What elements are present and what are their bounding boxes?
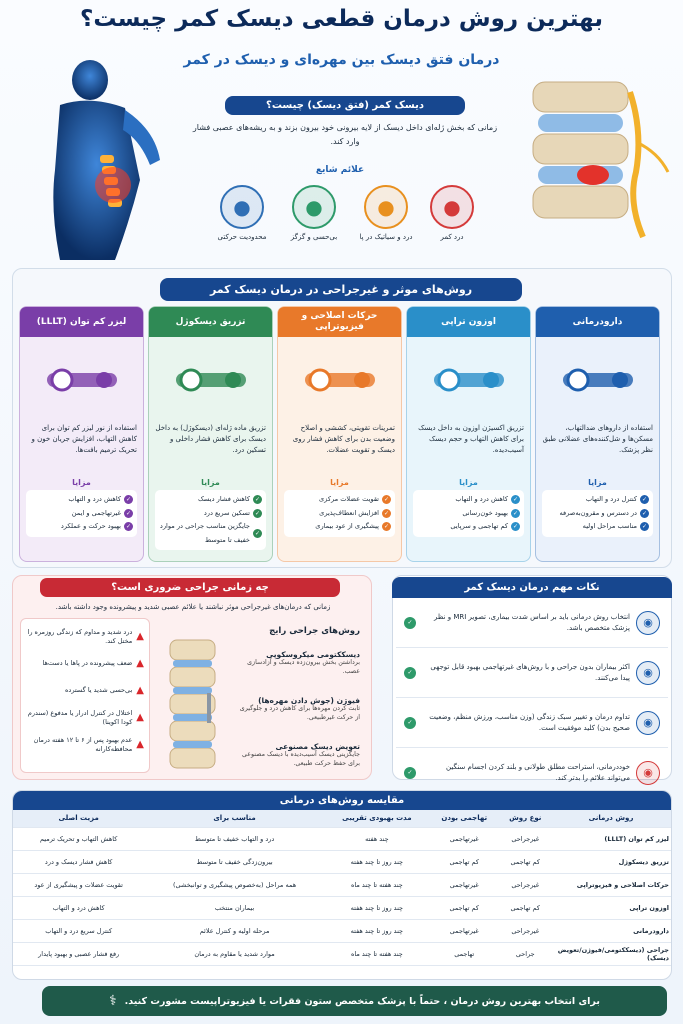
tip-item: ◉ خوددرمانی، استراحت مطلق طولانی و بلند کردن اجسام سنگین می‌تواند علائم را بدتر کند. ✓ <box>396 748 668 798</box>
method-card <box>277 306 402 562</box>
benefit-item: ✓ کنترل درد و التهاب <box>585 495 648 504</box>
table-cell: چند روز تا چند هفته <box>325 919 429 942</box>
warning-item: ▲ ضعف پیشرونده در پاها یا دست‌ها <box>42 658 144 669</box>
check-icon: ✓ <box>404 617 416 629</box>
symptom-label: درد کمر <box>440 233 464 241</box>
spine-surgery-illustration <box>155 635 235 775</box>
method-illustration <box>536 337 659 423</box>
table-cell: غیرجراحی <box>500 827 551 850</box>
patient-icon: ◉ <box>636 661 660 685</box>
table-cell: جراحی (دیسککتومی/فیوژن/تعویض دیسک) <box>551 942 671 965</box>
table-cell: چند روز تا چند هفته <box>325 850 429 873</box>
benefit-item: ✓ کاهش درد و التهاب <box>68 495 132 504</box>
benefits-list <box>413 490 524 537</box>
check-icon: ✓ <box>254 509 261 517</box>
warning-icon: ▲ <box>136 685 144 696</box>
symptom-label: بی‌حسی و گزگز <box>290 233 338 241</box>
method-card <box>148 306 273 562</box>
check-icon: ✓ <box>383 496 390 504</box>
surgery-procedure <box>235 742 360 769</box>
surgery-heading: چه زمانی جراحی ضروری است؟ <box>40 578 340 597</box>
symptom-item <box>356 185 416 243</box>
table-row <box>13 850 671 873</box>
benefit-item: ✓ مناسب مراحل اولیه <box>582 522 648 531</box>
table-cell: اوزون تراپی <box>551 896 671 919</box>
stethoscope-icon: ⚕ <box>109 993 117 1009</box>
stiff-back-icon: ● <box>220 185 264 229</box>
warnings-box <box>20 618 150 773</box>
procedure-name: دیسککتومی میکروسکوپی <box>266 650 360 659</box>
disc-herniation-illustration <box>518 72 678 242</box>
mri-icon: ◉ <box>636 611 660 635</box>
column-header: روش درمانی <box>551 810 671 827</box>
leg-pain-icon: ● <box>364 185 408 229</box>
check-icon: ✓ <box>125 496 132 504</box>
table-cell: غیرتهاجمی <box>429 919 500 942</box>
forbidden-icon: ◉ <box>636 761 660 785</box>
column-header: مزیت اصلی <box>13 810 144 827</box>
warning-icon: ▲ <box>136 658 144 669</box>
check-icon: ✓ <box>404 767 416 779</box>
surgery-procedure <box>235 650 360 677</box>
benefit-item: ✓ تقویت عضلات مرکزی <box>319 495 390 504</box>
benefit-item: ✓ تسکین سریع درد <box>203 508 261 517</box>
table-cell: غیرتهاجمی <box>429 827 500 850</box>
method-title: اوزون تراپی <box>407 307 530 337</box>
symptom-item <box>212 185 272 243</box>
method-illustration <box>20 337 143 423</box>
benefit-item: ✓ غیرتهاجمی و ایمن <box>71 508 132 517</box>
what-is-heading: دیسک کمر (فتق دیسک) چیست؟ <box>225 96 465 115</box>
table-cell: کم تهاجمی <box>429 896 500 919</box>
procedure-name: تعویض دیسک مصنوعی <box>275 742 360 751</box>
check-icon: ✓ <box>641 496 648 504</box>
table-cell: غیرجراحی <box>500 919 551 942</box>
benefit-item: ✓ بهبود خون‌رسانی <box>462 508 519 517</box>
procedure-name: فیوژن (جوش دادن مهره‌ها) <box>258 696 360 705</box>
procedure-desc: ثابت کردن مهره‌ها برای کاهش درد و جلوگیری از حرکت غیرطبیعی. <box>239 705 360 721</box>
warning-icon: ▲ <box>136 712 144 723</box>
check-icon: ✓ <box>512 523 519 531</box>
method-card <box>406 306 531 562</box>
table-cell: کاهش درد و التهاب <box>13 896 144 919</box>
benefit-item: ✓ کاهش فشار دیسک <box>197 495 261 504</box>
table-cell: غیرتهاجمی <box>429 873 500 896</box>
method-title: لیزر کم توان (LLLT) <box>20 307 143 337</box>
method-card <box>535 306 660 562</box>
method-description: تمرینات تقویتی، کششی و اصلاح وضعیت بدن برای کاهش فشار روی دیسک و تقویت عضلات. <box>292 424 395 454</box>
symptom-item <box>422 185 482 243</box>
check-icon: ✓ <box>383 523 390 531</box>
table-row <box>13 827 671 850</box>
check-icon: ✓ <box>512 509 519 517</box>
numb-leg-icon: ● <box>292 185 336 229</box>
check-icon: ✓ <box>125 523 132 531</box>
table-cell: همه مراحل (به‌خصوص پیشگیری و توانبخشی) <box>144 873 324 896</box>
benefit-item: ✓ کاهش درد و التهاب <box>455 495 519 504</box>
check-icon: ✓ <box>383 509 390 517</box>
benefits-label: مزایا <box>72 478 91 487</box>
warning-item: ▲ اختلال در کنترل ادرار یا مدفوع (سندرم کودا اکوینا) <box>27 709 144 726</box>
method-description: استفاده از نور لیزر کم توان برای کاهش التهاب، افزایش جریان خون و تحریک ترمیم بافت‌ها. <box>31 424 137 454</box>
column-header: نوع روش <box>500 810 551 827</box>
warning-item: ▲ درد شدید و مداوم که زندگی روزمره را مختل کند. <box>27 628 144 645</box>
table-cell: درد و التهاب خفیف تا متوسط <box>144 827 324 850</box>
method-title: حرکات اصلاحی و فیزیوتراپی <box>278 307 401 337</box>
table-cell: غیرجراحی <box>500 873 551 896</box>
footer-text: برای انتخاب بهترین روش درمان ، حتماً با پزشک متخصص ستون فقرات یا فیزیوتراپیست مشورت کنید. <box>124 995 600 1007</box>
footer-banner <box>42 986 667 1016</box>
table-row <box>13 919 671 942</box>
column-header: مناسب برای <box>144 810 324 827</box>
benefits-list <box>26 490 137 537</box>
symptom-item <box>284 185 344 243</box>
check-icon: ✓ <box>125 509 132 517</box>
table-cell: موارد شدید یا مقاوم به درمان <box>144 942 324 965</box>
warning-icon: ▲ <box>136 631 144 642</box>
procedure-desc: جایگزینی دیسک آسیب‌دیده با دیسک مصنوعی برای حفظ حرکت طبیعی. <box>242 751 360 767</box>
check-icon: ✓ <box>641 523 648 531</box>
table-cell: چند روز تا چند هفته <box>325 896 429 919</box>
table-cell: لیزر کم توان (LLLT) <box>551 827 671 850</box>
compare-table <box>13 810 671 966</box>
column-header: تهاجمی بودن <box>429 810 500 827</box>
table-cell: تزریق دیسکوژل <box>551 850 671 873</box>
tip-item: ◉ تداوم درمان و تغییر سبک زندگی (وزن مناسب، ورزش منظم، وضعیت صحیح بدن) کلید موفقیت است. ✓ <box>396 698 668 748</box>
table-cell: تقویت عضلات و پیشگیری از عود <box>13 873 144 896</box>
benefit-item: ✓ کم تهاجمی و سرپایی <box>450 522 519 531</box>
page-title: بهترین روش درمان قطعی دیسک کمر چیست؟ <box>80 6 603 32</box>
table-cell: تهاجمی <box>429 942 500 965</box>
page-subtitle: درمان فتق دیسک بین مهره‌ای و دیسک در کمر <box>183 52 500 68</box>
compare-panel <box>12 790 672 980</box>
check-icon: ✓ <box>254 530 261 538</box>
symptoms-section <box>200 165 480 265</box>
method-illustration <box>407 337 530 423</box>
benefit-item: ✓ افزایش انعطاف‌پذیری <box>319 508 390 517</box>
surgery-procedure <box>235 696 360 723</box>
check-icon: ✓ <box>512 496 519 504</box>
what-is-text: زمانی که بخش ژله‌ای داخل دیسک از لایه بیرونی خود بیرون بزند و به ریشه‌های عصبی فشار وارد کند. <box>192 123 498 146</box>
benefit-item: ✓ بهبود حرکت و عملکرد <box>60 522 132 531</box>
table-cell: کم تهاجمی <box>500 850 551 873</box>
method-description: تزریق ماده ژله‌ای (دیسکوژل) به داخل دیسک برای کاهش فشار داخلی و تسکین درد. <box>155 424 266 454</box>
benefits-label: مزایا <box>459 478 478 487</box>
benefit-item: ✓ پیشگیری از عود بیماری <box>315 522 390 531</box>
table-cell: دارودرمانی <box>551 919 671 942</box>
benefits-list <box>155 490 266 550</box>
warning-item: ▲ بی‌حسی شدید یا گسترده <box>65 685 144 696</box>
table-cell: حرکات اصلاحی و فیزیوتراپی <box>551 873 671 896</box>
benefits-label: مزایا <box>330 478 349 487</box>
benefits-list <box>284 490 395 537</box>
table-cell: بیماران منتخب <box>144 896 324 919</box>
table-cell: مرحله اولیه و کنترل علائم <box>144 919 324 942</box>
table-cell: کم تهاجمی <box>500 896 551 919</box>
method-card <box>19 306 144 562</box>
table-cell: چند هفته تا چند ماه <box>325 942 429 965</box>
table-cell: چند هفته تا چند ماه <box>325 873 429 896</box>
method-title: دارودرمانی <box>536 307 659 337</box>
table-row <box>13 873 671 896</box>
method-title: تزریق دیسکوژل <box>149 307 272 337</box>
procedure-desc: برداشتن بخش بیرون‌زده دیسک و آزادسازی عصب. <box>247 659 360 675</box>
surgery-intro: زمانی که درمان‌های غیرجراحی موثر نباشند یا علائم عصبی شدید و پیشرونده وجود داشته باشد. <box>55 603 331 611</box>
tip-item: ◉ انتخاب روش درمانی باید بر اساس شدت بیماری، تصویر MRI و نظر پزشک متخصص باشد. ✓ <box>396 598 668 648</box>
symptom-label: محدودیت حرکتی <box>217 233 267 241</box>
dumbbell-icon: ◉ <box>636 711 660 735</box>
table-cell: جراحی <box>500 942 551 965</box>
table-cell: کاهش فشار دیسک و درد <box>13 850 144 873</box>
symptom-label: درد و سیاتیک در پا <box>359 233 413 241</box>
method-description: تزریق اکسیژن اوزون به داخل دیسک برای کاهش التهاب و حجم دیسک آسیب‌دیده. <box>418 424 524 454</box>
table-cell: کم تهاجمی <box>429 850 500 873</box>
check-icon: ✓ <box>404 717 416 729</box>
table-row <box>13 942 671 965</box>
check-icon: ✓ <box>404 667 416 679</box>
symptoms-heading: علائم شایع <box>315 165 365 175</box>
method-illustration <box>278 337 401 423</box>
benefits-list <box>542 490 653 537</box>
benefits-label: مزایا <box>201 478 220 487</box>
back-pain-illustration <box>20 60 180 260</box>
benefit-item: ✓ جایگزین مناسب جراحی در موارد خفیف تا متوسط <box>159 522 261 544</box>
benefits-label: مزایا <box>588 478 607 487</box>
table-cell: کنترل سریع درد و التهاب <box>13 919 144 942</box>
compare-heading: مقایسه روش‌های درمانی <box>13 791 671 810</box>
surgery-common-heading: روش‌های جراحی رایج <box>269 626 360 636</box>
method-illustration <box>149 337 272 423</box>
table-cell: بیرون‌زدگی خفیف تا متوسط <box>144 850 324 873</box>
check-icon: ✓ <box>254 496 261 504</box>
warning-icon: ▲ <box>136 739 144 750</box>
table-cell: رفع فشار عصبی و بهبود پایدار <box>13 942 144 965</box>
column-header: مدت بهبودی تقریبی <box>325 810 429 827</box>
table-cell: کاهش التهاب و تحریک ترمیم <box>13 827 144 850</box>
tips-heading: نکات مهم درمان دیسک کمر <box>392 577 672 598</box>
benefit-item: ✓ در دسترس و مقرون‌به‌صرفه <box>559 508 648 517</box>
back-pain-icon: ● <box>430 185 474 229</box>
warning-item: ▲ عدم بهبود پس از ۶ تا ۱۲ هفته درمان محافظه‌کارانه <box>33 736 144 753</box>
check-icon: ✓ <box>641 509 648 517</box>
tip-item: ◉ اکثر بیماران بدون جراحی و با روش‌های غیرتهاجمی بهبود قابل توجهی پیدا می‌کنند. ✓ <box>396 648 668 698</box>
method-description: استفاده از داروهای ضدالتهاب، مسکن‌ها و شل‌کننده‌های عضلانی طبق نظر پزشک. <box>542 424 653 454</box>
table-row <box>13 896 671 919</box>
table-cell: چند هفته <box>325 827 429 850</box>
methods-heading: روش‌های موثر و غیرجراحی در درمان دیسک کمر <box>160 278 522 301</box>
